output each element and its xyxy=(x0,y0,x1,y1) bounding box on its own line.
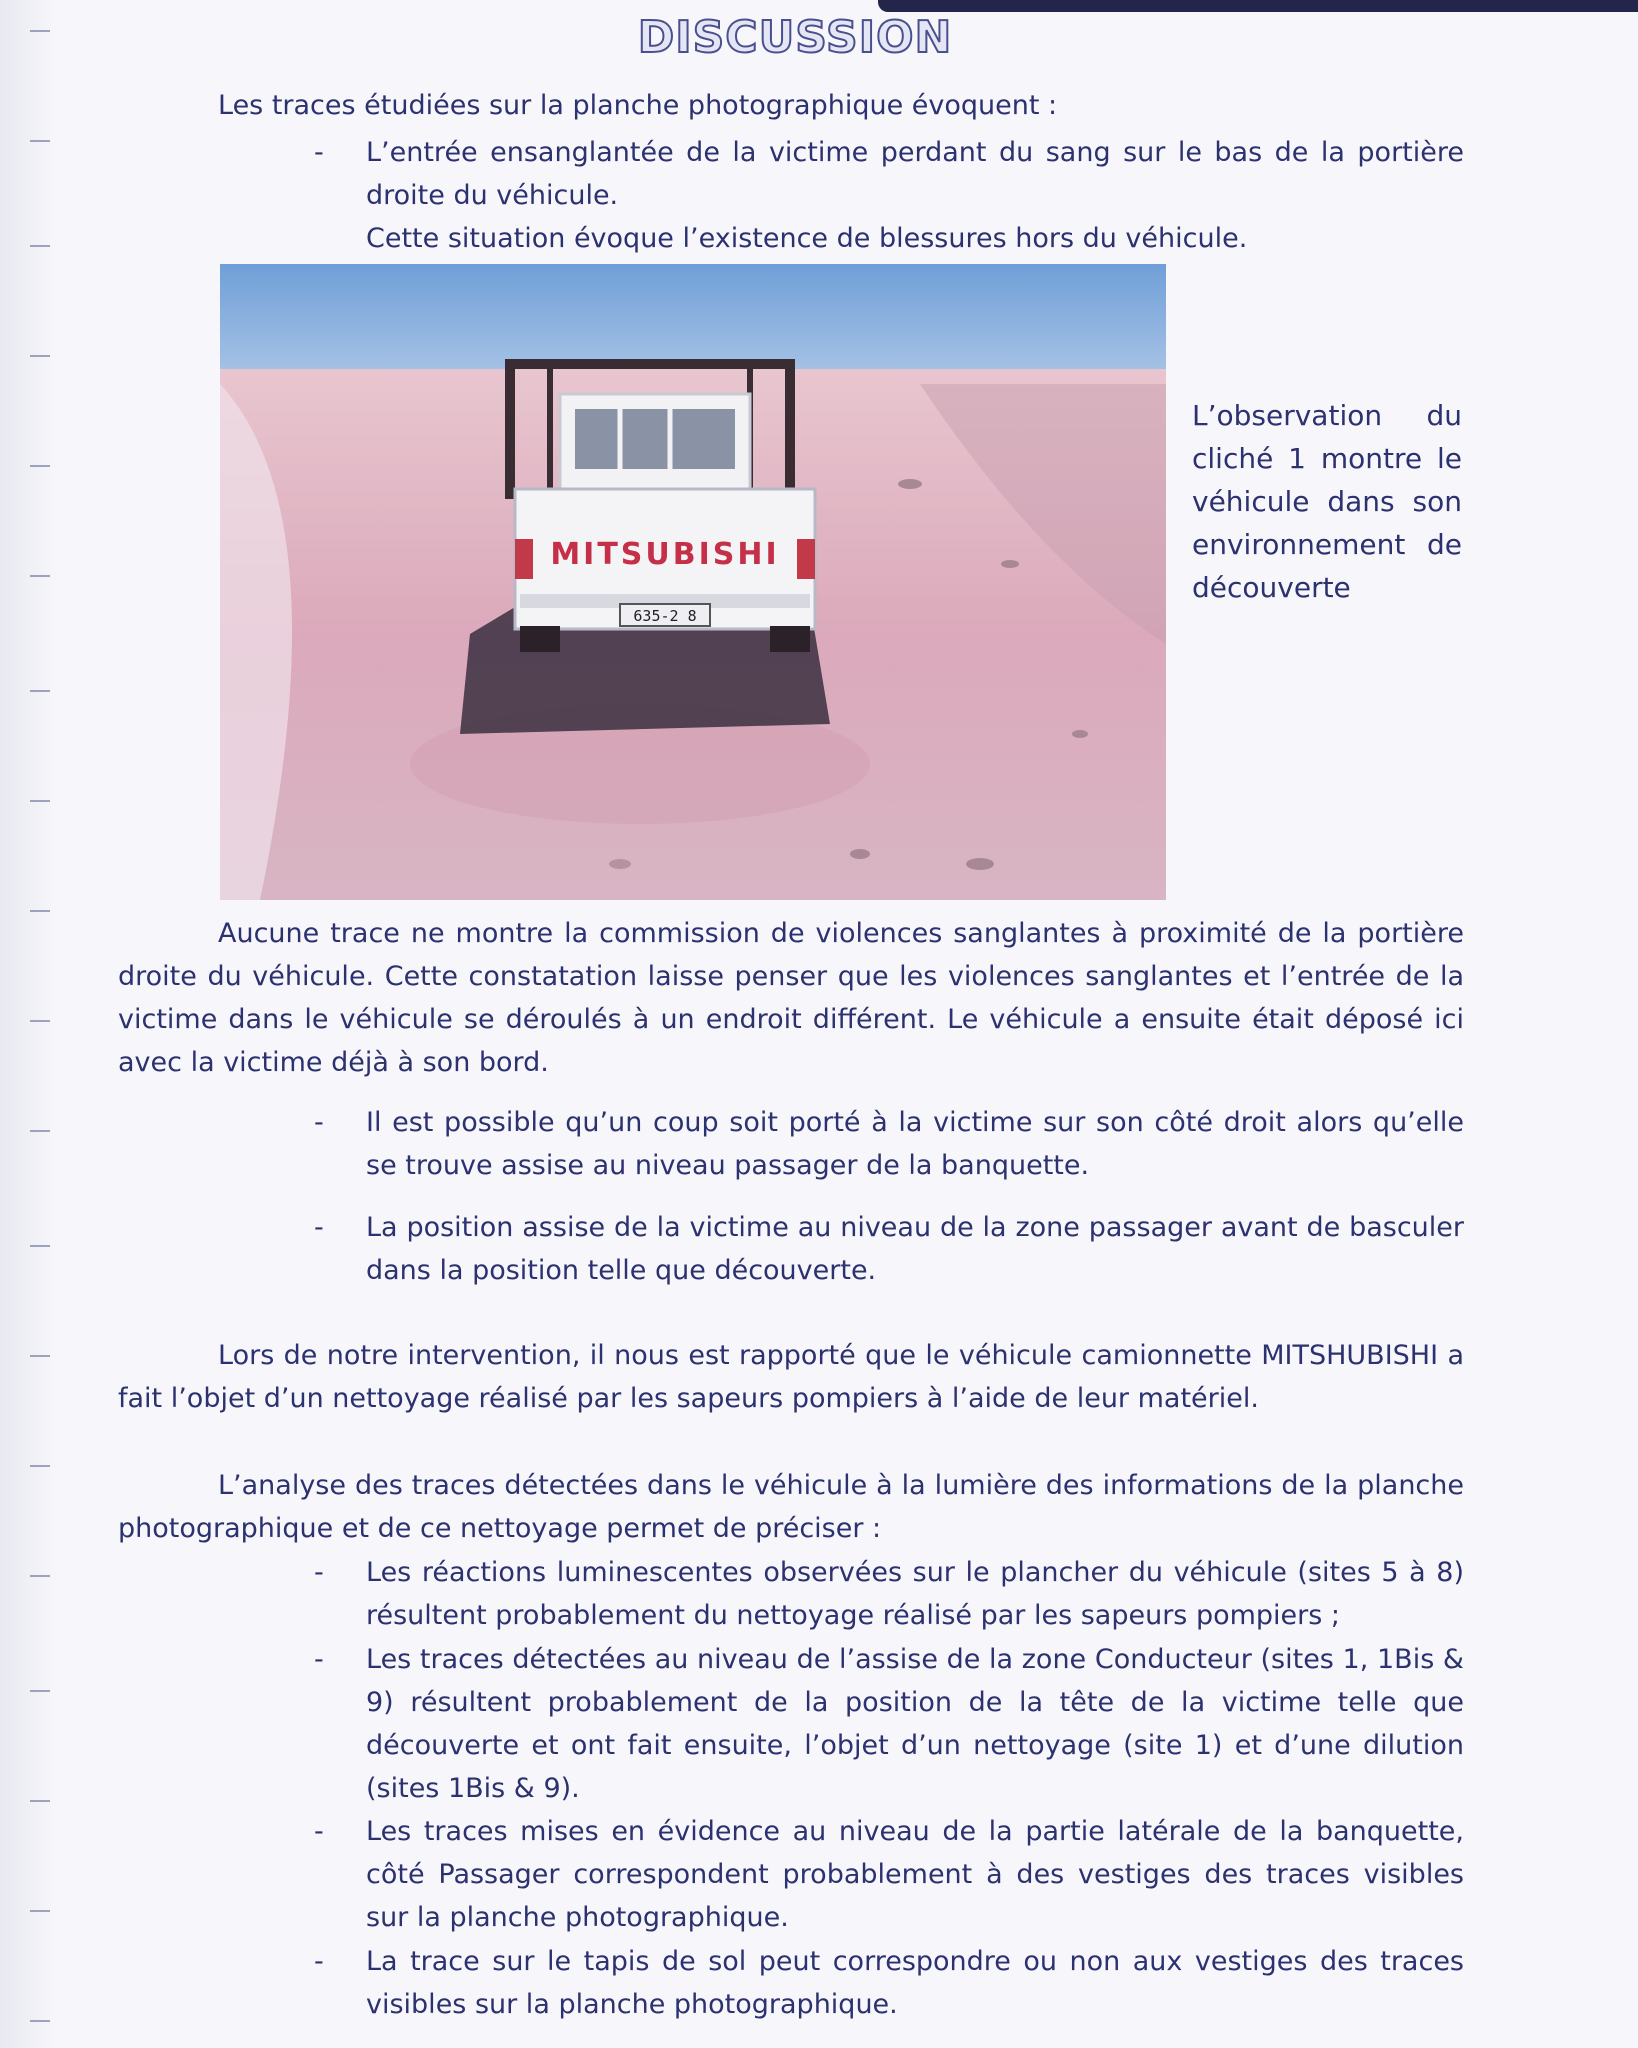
binding-mark xyxy=(30,1800,50,1802)
bullet-dash: - xyxy=(314,1644,324,1675)
binding-mark xyxy=(30,1575,50,1577)
bullet-1-text: L’entrée ensanglantée de la victime perdant du sang sur le bas de la portière droite du véhicule. xyxy=(366,137,1464,211)
binding-mark xyxy=(30,1130,50,1132)
page-title: DISCUSSION xyxy=(637,12,953,63)
binding-mark xyxy=(30,1355,50,1357)
bullet-end-3-text: Les traces mises en évidence au niveau de la partie latérale de la banquette, côté Passager correspondent probablement à des vestiges des traces visibles sur la planche photographique. xyxy=(366,1816,1464,1933)
binding-mark xyxy=(30,1465,50,1467)
photo-caption: L’observation du cliché 1 montre le véhicule dans son environnement de découverte xyxy=(1192,399,1462,604)
binding-mark xyxy=(30,2020,50,2022)
vehicle-photo xyxy=(220,264,1166,900)
binding-mark xyxy=(30,245,50,247)
bullet-mid-2-text: La position assise de la victime au niveau de la zone passager avant de basculer dans la position telle que découverte. xyxy=(366,1212,1464,1286)
binding-mark xyxy=(30,1245,50,1247)
binding-mark xyxy=(30,355,50,357)
bullet-1-followup: Cette situation évoque l’existence de blessures hors du véhicule. xyxy=(366,223,1248,254)
truck-brand-label: MITSUBISHI xyxy=(550,537,780,572)
binding-mark xyxy=(30,800,50,802)
intro-text: Les traces étudiées sur la planche photographique évoquent : xyxy=(218,90,1058,121)
binding-mark xyxy=(30,690,50,692)
top-dark-bar xyxy=(878,0,1638,12)
bullet-dash: - xyxy=(314,1557,324,1588)
page-left-edge xyxy=(0,0,60,2048)
bullet-end-4-text: La trace sur le tapis de sol peut correspondre ou non aux vestiges des traces visibles sur la planche photographique. xyxy=(366,1946,1464,2020)
bullet-dash: - xyxy=(314,137,324,168)
bullet-mid-1-text: Il est possible qu’un coup soit porté à la victime sur son côté droit alors qu’elle se trouve assise au niveau passager de la banquette. xyxy=(366,1107,1464,1181)
bullet-dash: - xyxy=(314,1816,324,1847)
binding-mark xyxy=(30,1690,50,1692)
vehicle-photo-illustration xyxy=(220,264,1166,900)
bullet-dash: - xyxy=(314,1107,324,1138)
bullet-dash: - xyxy=(314,1212,324,1243)
binding-mark xyxy=(30,1910,50,1912)
binding-mark xyxy=(30,575,50,577)
binding-mark xyxy=(30,140,50,142)
bullet-dash: - xyxy=(314,1946,324,1977)
binding-mark xyxy=(30,910,50,912)
paragraph-analysis: L’analyse des traces détectées dans le véhicule à la lumière des informations de la planche photographique et de ce nettoyage permet de préciser : xyxy=(118,1470,1464,1544)
bullet-end-2-text: Les traces détectées au niveau de l’assise de la zone Conducteur (sites 1, 1Bis & 9) résultent probablement de la position de la tête de la victime telle que découverte et ont fait ensuite, l’objet d’un nettoyage (site 1) et d’une dilution (sites 1Bis & 9). xyxy=(366,1644,1464,1804)
paragraph-intervention: Lors de notre intervention, il nous est rapporté que le véhicule camionnette MITSHUBISHI a fait l’objet d’un nettoyage réalisé par les sapeurs pompiers à l’aide de leur matériel. xyxy=(118,1340,1464,1414)
binding-mark xyxy=(30,1020,50,1022)
binding-mark xyxy=(30,465,50,467)
bullet-end-1-text: Les réactions luminescentes observées sur le plancher du véhicule (sites 5 à 8) résultent probablement du nettoyage réalisé par les sapeurs pompiers ; xyxy=(366,1557,1464,1631)
paragraph-no-trace: Aucune trace ne montre la commission de violences sanglantes à proximité de la portière droite du véhicule. Cette constatation laisse penser que les violences sanglantes et l’entrée de la victime dans le véhicule se déroulés à un endroit différent. Le véhicule a ensuite était déposé ici avec la victime déjà à son bord. xyxy=(118,918,1464,1078)
truck-plate-label: 635-2 8 xyxy=(633,607,697,625)
